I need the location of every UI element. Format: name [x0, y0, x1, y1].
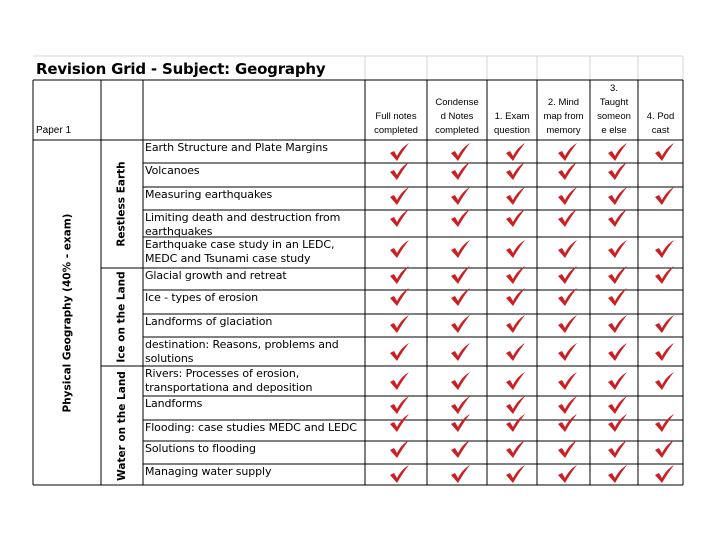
unit-label-text: Water on the Land	[116, 370, 128, 481]
checkmark-icon	[606, 287, 628, 307]
checkmark-icon	[449, 371, 471, 391]
checkmark-icon	[449, 464, 471, 484]
checkmark-icon	[388, 287, 410, 307]
checkmark-icon	[449, 287, 471, 307]
unit-label-text: Restless Earth	[116, 161, 129, 247]
checkmark-icon	[449, 265, 471, 285]
checkmark-icon	[556, 413, 578, 433]
checkmark-icon	[388, 371, 410, 391]
checkmark-icon	[556, 439, 578, 459]
topic-label: Ice - types of erosion	[145, 291, 258, 304]
checkmark-icon	[556, 342, 578, 362]
topic-label: Earth Structure and Plate Margins	[145, 141, 328, 154]
checkmark-icon	[556, 208, 578, 228]
checkmark-icon	[388, 265, 410, 285]
checkmark-icon	[504, 239, 526, 259]
checkmark-icon	[504, 265, 526, 285]
checkmark-icon	[388, 142, 410, 162]
checkmark-icon	[504, 342, 526, 362]
checkmark-icon	[449, 208, 471, 228]
checkmark-icon	[556, 161, 578, 181]
checkmark-icon	[556, 265, 578, 285]
checkmark-icon	[653, 413, 675, 433]
column-header: Condense d Notes completed	[435, 97, 479, 136]
column-header: 3. Taught someon e else	[597, 83, 631, 136]
checkmark-icon	[504, 439, 526, 459]
checkmark-icon	[388, 239, 410, 259]
unit-label-water-on-the-land	[102, 366, 142, 485]
checkmark-icon	[556, 142, 578, 162]
checkmark-icon	[606, 142, 628, 162]
checkmark-icon	[606, 314, 628, 334]
checkmark-icon	[504, 413, 526, 433]
checkmark-icon	[653, 142, 675, 162]
checkmark-icon	[653, 464, 675, 484]
checkmark-icon	[504, 161, 526, 181]
checkmark-icon	[653, 371, 675, 391]
checkmark-icon	[388, 208, 410, 228]
checkmark-icon	[556, 186, 578, 206]
checkmark-icon	[388, 413, 410, 433]
topic-label: Glacial growth and retreat	[145, 269, 287, 282]
topic-label: Limiting death and destruction from earthquakes	[145, 211, 341, 237]
checkmark-icon	[449, 161, 471, 181]
checkmark-icon	[504, 208, 526, 228]
checkmark-icon	[606, 413, 628, 433]
section-label-text: Physical Geography (40% - exam)	[61, 213, 74, 412]
checkmark-icon	[606, 208, 628, 228]
checkmark-icon	[449, 342, 471, 362]
checkmark-icon	[653, 265, 675, 285]
topic-label: Volcanoes	[145, 164, 200, 177]
checkmark-icon	[606, 464, 628, 484]
paper-label: Paper 1	[36, 125, 72, 136]
checkmark-icon	[606, 342, 628, 362]
checkmark-icon	[556, 314, 578, 334]
checkmark-icon	[449, 439, 471, 459]
checkmark-icon	[653, 314, 675, 334]
checkmark-icon	[606, 371, 628, 391]
checkmark-icon	[449, 239, 471, 259]
checkmark-icon	[653, 239, 675, 259]
topic-label: Measuring earthquakes	[145, 188, 273, 201]
topic-label: destination: Reasons, problems and solutions	[145, 338, 339, 365]
checkmark-icon	[556, 287, 578, 307]
topic-label: Landforms of glaciation	[145, 315, 273, 328]
checkmark-icon	[504, 142, 526, 162]
topic-label: Earthquake case study in an LEDC, MEDC and Tsunami case study	[145, 238, 335, 265]
column-header: Full notes completed	[374, 111, 418, 136]
checkmark-icon	[449, 186, 471, 206]
checkmark-icon	[388, 314, 410, 334]
checkmark-icon	[388, 439, 410, 459]
checkmark-icon	[556, 239, 578, 259]
topic-label: Landforms	[145, 397, 203, 410]
checkmark-icon	[556, 371, 578, 391]
checkmark-icon	[606, 239, 628, 259]
checkmark-icon	[606, 161, 628, 181]
checkmark-icon	[606, 439, 628, 459]
checkmark-icon	[504, 186, 526, 206]
unit-label-text: Ice on the Land	[116, 271, 129, 363]
column-header: 4. Pod cast	[646, 111, 675, 136]
topic-label: Rivers: Processes of erosion, transportationa and deposition	[145, 367, 313, 394]
column-header: 2. Mind map from memory	[543, 97, 584, 136]
checkmark-icon	[556, 464, 578, 484]
unit-label-restless-earth	[102, 140, 142, 268]
checkmark-icon	[504, 464, 526, 484]
checkmark-icon	[388, 161, 410, 181]
column-header: 1. Exam question	[494, 111, 530, 136]
checkmark-icon	[449, 314, 471, 334]
topic-label: Managing water supply	[145, 465, 272, 478]
checkmark-icon	[653, 439, 675, 459]
checkmark-icon	[653, 342, 675, 362]
checkmark-icon	[653, 186, 675, 206]
checkmark-icon	[504, 287, 526, 307]
checkmark-icon	[504, 314, 526, 334]
checkmark-icon	[388, 464, 410, 484]
topic-label: Solutions to flooding	[145, 442, 256, 455]
unit-label-ice-on-the-land	[102, 268, 142, 366]
checkmark-icon	[388, 186, 410, 206]
topic-label: Flooding: case studies MEDC and LEDC	[145, 421, 357, 434]
checkmark-icon	[388, 342, 410, 362]
section-label	[34, 140, 100, 485]
checkmark-icon	[606, 186, 628, 206]
checkmark-icon	[606, 265, 628, 285]
page-title: Revision Grid - Subject: Geography	[36, 60, 326, 78]
checkmark-icon	[449, 413, 471, 433]
checkmark-icon	[449, 142, 471, 162]
checkmark-icon	[504, 371, 526, 391]
